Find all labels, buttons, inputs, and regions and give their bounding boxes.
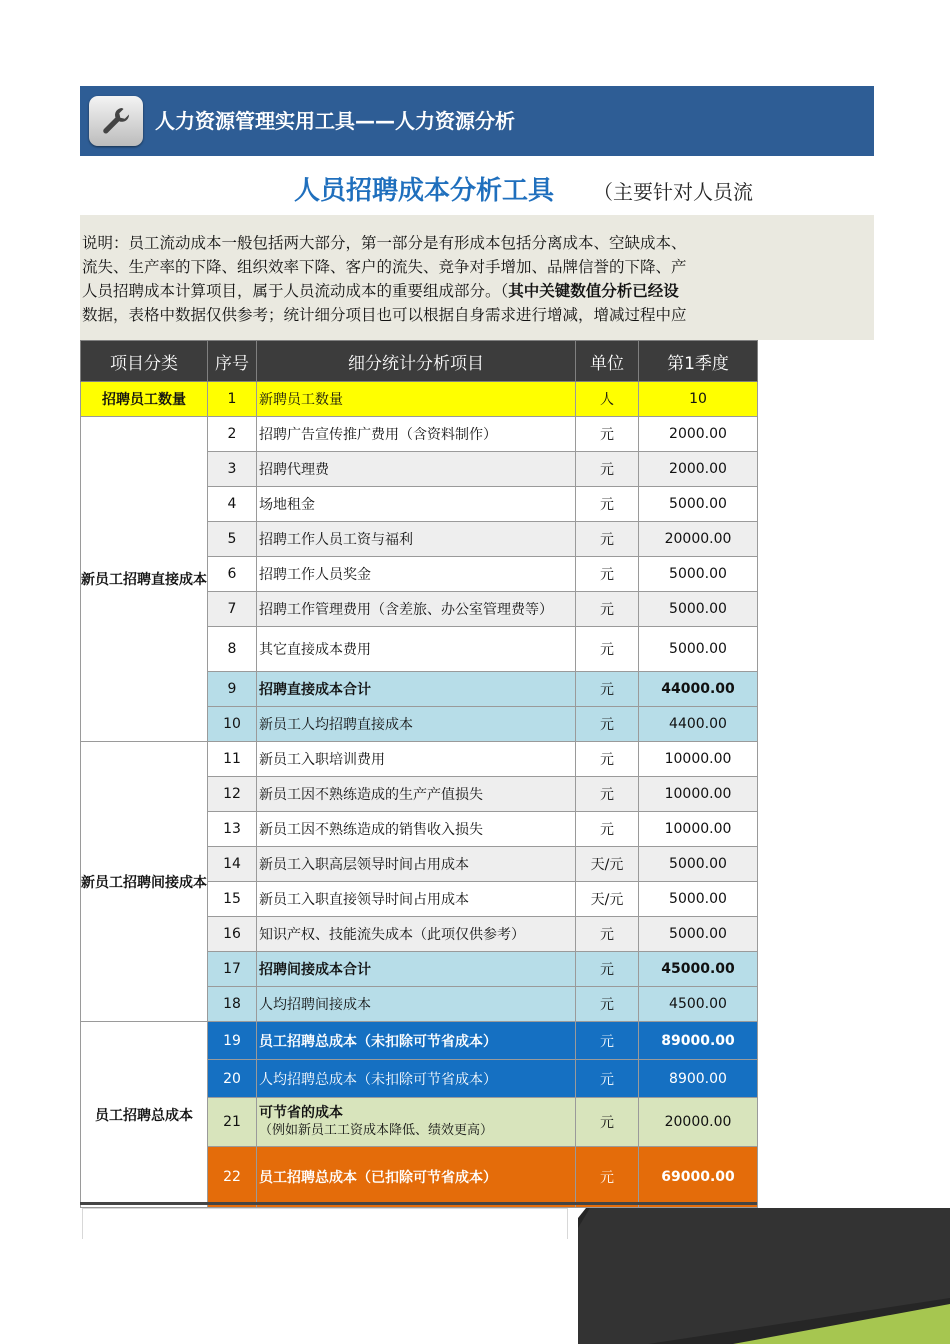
- row-seq: 17: [208, 952, 257, 987]
- row-unit: 元: [576, 952, 639, 987]
- description-box: [80, 215, 874, 340]
- row-item: 知识产权、技能流失成本（此项仅供参考）: [257, 917, 576, 952]
- row-unit: 元: [576, 1147, 639, 1208]
- header-seq: 序号: [208, 341, 257, 382]
- row-seq: 10: [208, 707, 257, 742]
- description-line-3-text: 人员招聘成本计算项目，属于人员流动成本的重要组成部分。（: [82, 282, 509, 300]
- table-row: [81, 382, 758, 417]
- row-seq: 2: [208, 417, 257, 452]
- row-seq: 3: [208, 452, 257, 487]
- row-value[interactable]: 10000.00: [639, 812, 758, 847]
- row-seq: 14: [208, 847, 257, 882]
- category-direct-cost: 新员工招聘直接成本: [81, 417, 208, 742]
- row-seq: 6: [208, 557, 257, 592]
- row-item: 新员工因不熟练造成的销售收入损失: [257, 812, 576, 847]
- row-value: 44000.00: [639, 672, 758, 707]
- row-item: 新员工人均招聘直接成本: [257, 707, 576, 742]
- row-seq: 19: [208, 1022, 257, 1060]
- row-value: 89000.00: [639, 1022, 758, 1060]
- row-seq: 5: [208, 522, 257, 557]
- row-value[interactable]: 5000.00: [639, 557, 758, 592]
- row-unit: 元: [576, 557, 639, 592]
- page-title: 人员招聘成本分析工具: [294, 176, 555, 206]
- row-seq: 13: [208, 812, 257, 847]
- row-item: 新员工入职高层领导时间占用成本: [257, 847, 576, 882]
- row-value: 4500.00: [639, 987, 758, 1022]
- row-value[interactable]: 5000.00: [639, 487, 758, 522]
- row-item: 招聘广告宣传推广费用（含资料制作）: [257, 417, 576, 452]
- header-bar: [80, 86, 874, 156]
- row-unit: 元: [576, 522, 639, 557]
- row-value[interactable]: 20000.00: [639, 1098, 758, 1147]
- header-title: 人力资源管理实用工具——人力资源分析: [155, 109, 515, 133]
- row-unit: 元: [576, 707, 639, 742]
- row-seq: 15: [208, 882, 257, 917]
- row-seq: 8: [208, 627, 257, 672]
- row-seq: 4: [208, 487, 257, 522]
- row-unit: 元: [576, 1022, 639, 1060]
- row-item: 招聘工作人员奖金: [257, 557, 576, 592]
- category-indirect-cost: 新员工招聘间接成本: [81, 742, 208, 1022]
- row-item: 员工招聘总成本（已扣除可节省成本）: [257, 1147, 576, 1208]
- wrench-icon: [89, 96, 143, 146]
- row-item: 招聘工作管理费用（含差旅、办公室管理费等）: [257, 592, 576, 627]
- row-item: 新员工因不熟练造成的生产产值损失: [257, 777, 576, 812]
- row-item: 人均招聘总成本（未扣除可节省成本）: [257, 1060, 576, 1098]
- table-row: [81, 417, 758, 452]
- row-seq: 22: [208, 1147, 257, 1208]
- row-item-note: （例如新员工工资成本降低、绩效更高）: [259, 1123, 494, 1138]
- row-seq: 21: [208, 1098, 257, 1147]
- recruitment-cost-table: [80, 340, 758, 1208]
- row-value[interactable]: 10000.00: [639, 742, 758, 777]
- table-header-row: [81, 341, 758, 382]
- row-item: 招聘代理费: [257, 452, 576, 487]
- row-unit: 元: [576, 452, 639, 487]
- row-item: 招聘直接成本合计: [257, 672, 576, 707]
- row-unit: 天/元: [576, 882, 639, 917]
- row-value: 4400.00: [639, 707, 758, 742]
- category-hire-count: 招聘员工数量: [81, 382, 208, 417]
- description-line-3: [82, 279, 757, 303]
- row-unit: 元: [576, 417, 639, 452]
- title-row: [0, 170, 757, 210]
- row-unit: 元: [576, 917, 639, 952]
- row-seq: 1: [208, 382, 257, 417]
- row-value[interactable]: 2000.00: [639, 417, 758, 452]
- row-seq: 12: [208, 777, 257, 812]
- row-seq: 7: [208, 592, 257, 627]
- row-seq: 16: [208, 917, 257, 952]
- row-item: 新员工入职培训费用: [257, 742, 576, 777]
- page-subtitle: （主要针对人员流: [593, 180, 753, 204]
- description-line-1: 说明：员工流动成本一般包括两大部分，第一部分是有形成本包括分离成本、空缺成本、: [82, 234, 687, 252]
- row-unit: 元: [576, 672, 639, 707]
- table-row: [81, 742, 758, 777]
- description-line-2: 流失、生产率的下降、组织效率下降、客户的流失、竞争对手增加、品牌信誉的下降、产: [82, 258, 687, 276]
- row-unit: 元: [576, 487, 639, 522]
- row-unit: 元: [576, 987, 639, 1022]
- row-item: 其它直接成本费用: [257, 627, 576, 672]
- row-value[interactable]: 5000.00: [639, 627, 758, 672]
- row-seq: 11: [208, 742, 257, 777]
- row-seq: 18: [208, 987, 257, 1022]
- row-value: 69000.00: [639, 1147, 758, 1208]
- row-unit: 人: [576, 382, 639, 417]
- row-unit: 元: [576, 812, 639, 847]
- row-item: 新员工入职直接领导时间占用成本: [257, 882, 576, 917]
- row-seq: 20: [208, 1060, 257, 1098]
- row-value: 45000.00: [639, 952, 758, 987]
- row-item: 人均招聘间接成本: [257, 987, 576, 1022]
- header-q1: 第1季度: [639, 341, 758, 382]
- row-value: 8900.00: [639, 1060, 758, 1098]
- row-unit: 元: [576, 777, 639, 812]
- description-text: [82, 231, 757, 327]
- row-unit: 元: [576, 1098, 639, 1147]
- row-value[interactable]: 5000.00: [639, 882, 758, 917]
- row-value[interactable]: 20000.00: [639, 522, 758, 557]
- row-unit: 元: [576, 627, 639, 672]
- description-line-4: 数据，表格中数据仅供参考；统计细分项目也可以根据自身需求进行增减，增减过程中应: [82, 306, 687, 324]
- row-value[interactable]: 5000.00: [639, 847, 758, 882]
- bottom-note-box: [82, 1208, 568, 1239]
- row-item: 场地租金: [257, 487, 576, 522]
- row-unit: 天/元: [576, 847, 639, 882]
- row-value[interactable]: 10: [639, 382, 758, 417]
- header-item: 细分统计分析项目: [257, 341, 576, 382]
- row-item: 员工招聘总成本（未扣除可节省成本）: [257, 1022, 576, 1060]
- row-unit: 元: [576, 592, 639, 627]
- row-item-bold: 可节省的成本: [259, 1105, 343, 1121]
- row-item: 新聘员工数量: [257, 382, 576, 417]
- category-total-cost: 员工招聘总成本: [81, 1022, 208, 1208]
- row-value[interactable]: 5000.00: [639, 592, 758, 627]
- header-category: 项目分类: [81, 341, 208, 382]
- row-unit: 元: [576, 1060, 639, 1098]
- table-row-total: [81, 1022, 758, 1060]
- row-value[interactable]: 5000.00: [639, 917, 758, 952]
- row-seq: 9: [208, 672, 257, 707]
- row-item: [257, 1098, 576, 1147]
- row-value[interactable]: 10000.00: [639, 777, 758, 812]
- decorative-shape: [578, 1208, 950, 1344]
- row-value[interactable]: 2000.00: [639, 452, 758, 487]
- table-bottom-border: [80, 1202, 757, 1205]
- row-item: 招聘间接成本合计: [257, 952, 576, 987]
- row-item: 招聘工作人员工资与福利: [257, 522, 576, 557]
- description-bold-note: 其中关键数值分析已经设: [508, 282, 679, 300]
- header-unit: 单位: [576, 341, 639, 382]
- row-unit: 元: [576, 742, 639, 777]
